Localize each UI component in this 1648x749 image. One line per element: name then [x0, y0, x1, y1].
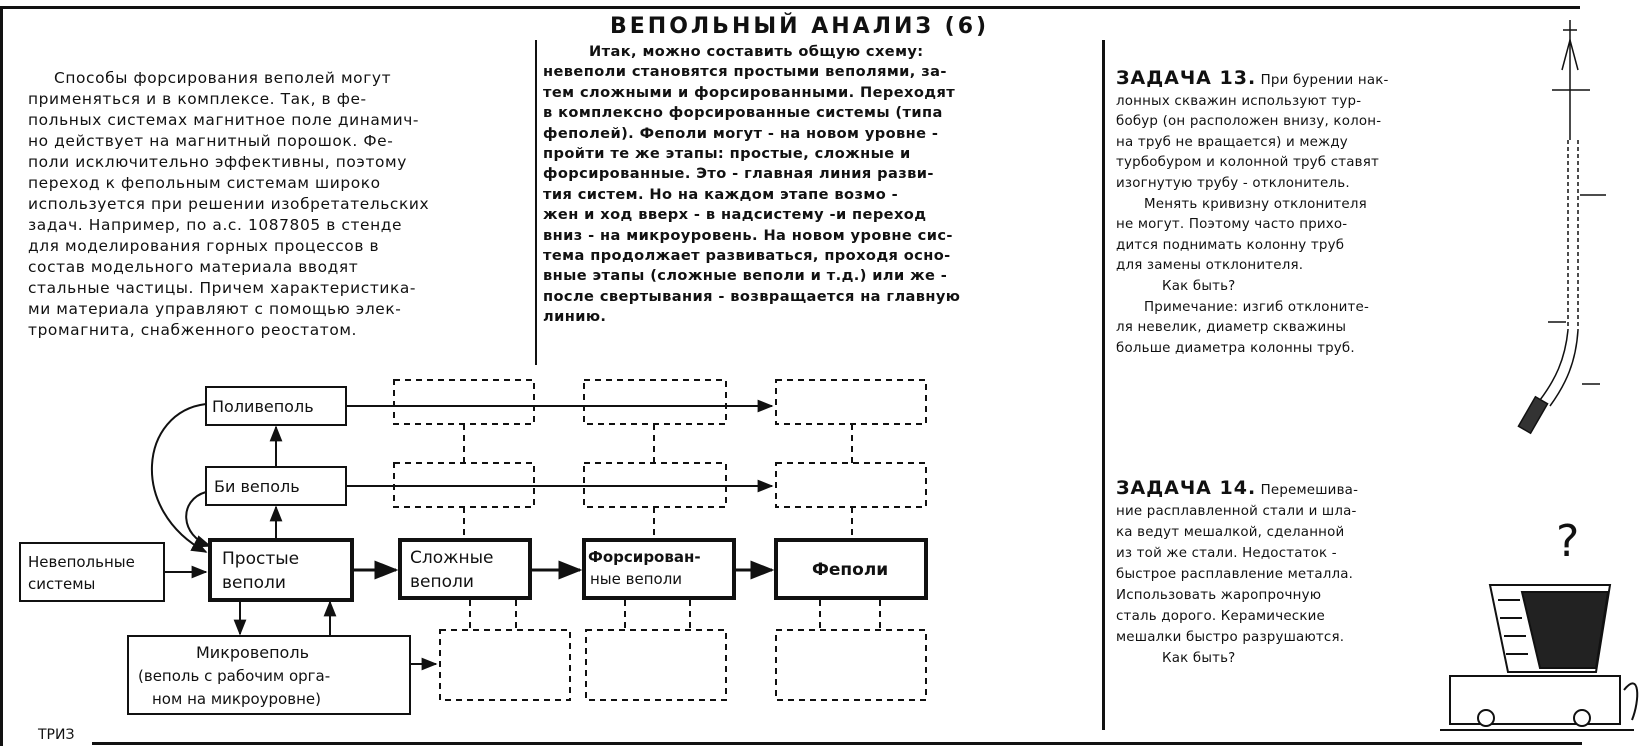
- task14-line: сталь дорого. Керамические: [1116, 609, 1325, 624]
- col2-line: феполей). Феполи могут - на новом уровне -: [543, 124, 939, 142]
- dashed-box: [394, 380, 534, 424]
- col2-line: пройти те же этапы: простые, сложные и: [543, 145, 911, 163]
- task13-line: При бурении нак-: [1260, 73, 1389, 88]
- col2-line: линию.: [543, 308, 607, 326]
- task13-question: Как быть?: [1162, 278, 1236, 294]
- label-fepol: Феполи: [812, 560, 889, 580]
- col1-line: поли исключительно эффективны, поэтому: [28, 153, 407, 171]
- label-forced-2: ные веполи: [590, 570, 683, 588]
- label-complex-2: веполи: [410, 572, 474, 592]
- label-micro-3: ном на микроуровне): [152, 690, 321, 708]
- col1-line: состав модельного материала вводят: [28, 258, 359, 276]
- dashed-box: [440, 630, 570, 700]
- task13-line: турбобуром и колонной труб ставят: [1116, 155, 1380, 171]
- col2-line: невеполи становятся простыми веполями, за-: [543, 63, 947, 81]
- dashed-box: [776, 630, 926, 700]
- label-simple-2: веполи: [222, 573, 286, 593]
- col2-line: вные этапы (сложные веполи и т.д.) или же -: [543, 267, 948, 285]
- diagram-arrows: [152, 404, 772, 664]
- task14-line: быстрое расплавление металла.: [1116, 567, 1354, 582]
- task13-line: Примечание: изгиб отклоните-: [1144, 299, 1370, 315]
- label-micro-2: (веполь с рабочим орга-: [138, 667, 331, 685]
- col2-line: Итак, можно составить общую схему:: [589, 43, 924, 60]
- col2-line: тия систем. Но на каждом этапе возмо -: [543, 185, 899, 203]
- col2-line: форсированные. Это - главная линия разви-: [543, 165, 934, 183]
- task14-line: мешалки быстро разрушаются.: [1116, 630, 1345, 645]
- col1-line: для моделирования горных процессов в: [28, 237, 380, 255]
- label-simple-1: Простые: [222, 549, 300, 569]
- footer-label: ТРИЗ: [38, 727, 75, 743]
- task13-line: дится поднимать колонну труб: [1116, 237, 1345, 253]
- question-mark-figure: ?: [1556, 516, 1580, 567]
- col1-line: стальные частицы. Причем характеристика-: [28, 279, 417, 297]
- label-nevepol-1: Невепольные: [28, 553, 135, 571]
- label-polyvepol: Поливеполь: [212, 397, 314, 416]
- task13-line: бобур (он расположен внизу, колон-: [1116, 114, 1382, 130]
- col1-line: ми материала управляют с помощью элек-: [28, 300, 402, 318]
- task13-line: ля невелик, диаметр скважины: [1116, 320, 1347, 336]
- col1-line: применяться и в комплексе. Так, в фе-: [28, 90, 367, 108]
- drill-illustration: [1518, 20, 1606, 433]
- col2-line: в комплексно форсированные системы (типа: [543, 104, 943, 122]
- label-bivepol: Би веполь: [214, 477, 300, 496]
- col1-line: Способы форсирования веполей могут: [54, 69, 392, 87]
- col1-line: задач. Например, по а.с. 1087805 в стенде: [28, 216, 403, 234]
- crucible-illustration: [1440, 585, 1637, 730]
- col1-line: переход к фепольным системам широко: [28, 174, 381, 192]
- dashed-box: [776, 463, 926, 507]
- dashed-box: [776, 380, 926, 424]
- page-title: ВЕПОЛЬНЫЙ АНАЛИЗ (6): [610, 14, 990, 39]
- col2-line: жен и ход вверх - в надсистему -и переход: [543, 206, 927, 224]
- task14-line: ка ведут мешалкой, сделанной: [1116, 525, 1345, 540]
- task13-line: больше диаметра колонны труб.: [1116, 340, 1355, 356]
- task14-heading: ЗАДАЧА 14.: [1116, 477, 1257, 499]
- task14-line: Использовать жаропрочную: [1116, 588, 1322, 603]
- col1-line: но действует на магнитный порошок. Фе-: [28, 132, 394, 150]
- label-forced-1: Форсирован-: [588, 548, 701, 566]
- task13-line: лонных скважин используют тур-: [1116, 93, 1362, 109]
- col1-line: тромагнита, снабженного реостатом.: [28, 321, 358, 339]
- task13-heading: ЗАДАЧА 13.: [1116, 67, 1257, 89]
- label-micro-1: Микровеполь: [196, 643, 309, 662]
- label-nevepol-2: системы: [28, 575, 96, 593]
- col2-line: тем сложными и форсированными. Переходят: [543, 83, 956, 101]
- dashed-box: [586, 630, 726, 700]
- task13-line: изогнутую трубу - отклонитель.: [1116, 175, 1350, 191]
- col2-line: после свертывания - возвращается на главную: [543, 287, 961, 305]
- task14-line: Перемешива-: [1260, 483, 1359, 498]
- task14-line: ние расплавленной стали и шла-: [1116, 504, 1357, 519]
- task14-question: Как быть?: [1162, 651, 1236, 666]
- col2-line: тема продолжает развиваться, проходя осно-: [543, 247, 951, 265]
- col2-line: вниз - на микроуровень. На новом уровне сис-: [543, 226, 953, 244]
- task13-line: на труб не вращается) и между: [1116, 134, 1348, 150]
- task13-line: Менять кривизну отклонителя: [1144, 196, 1367, 212]
- dashed-box: [584, 380, 726, 424]
- col1-line: польных системах магнитное поле динамич-: [28, 111, 420, 129]
- label-complex-1: Сложные: [410, 548, 494, 568]
- task14-line: из той же стали. Недостаток -: [1116, 546, 1337, 561]
- task13-line: для замены отклонителя.: [1116, 258, 1304, 274]
- task13-line: не могут. Поэтому часто прихо-: [1116, 217, 1348, 233]
- col1-line: используется при решении изобретательских: [28, 195, 430, 213]
